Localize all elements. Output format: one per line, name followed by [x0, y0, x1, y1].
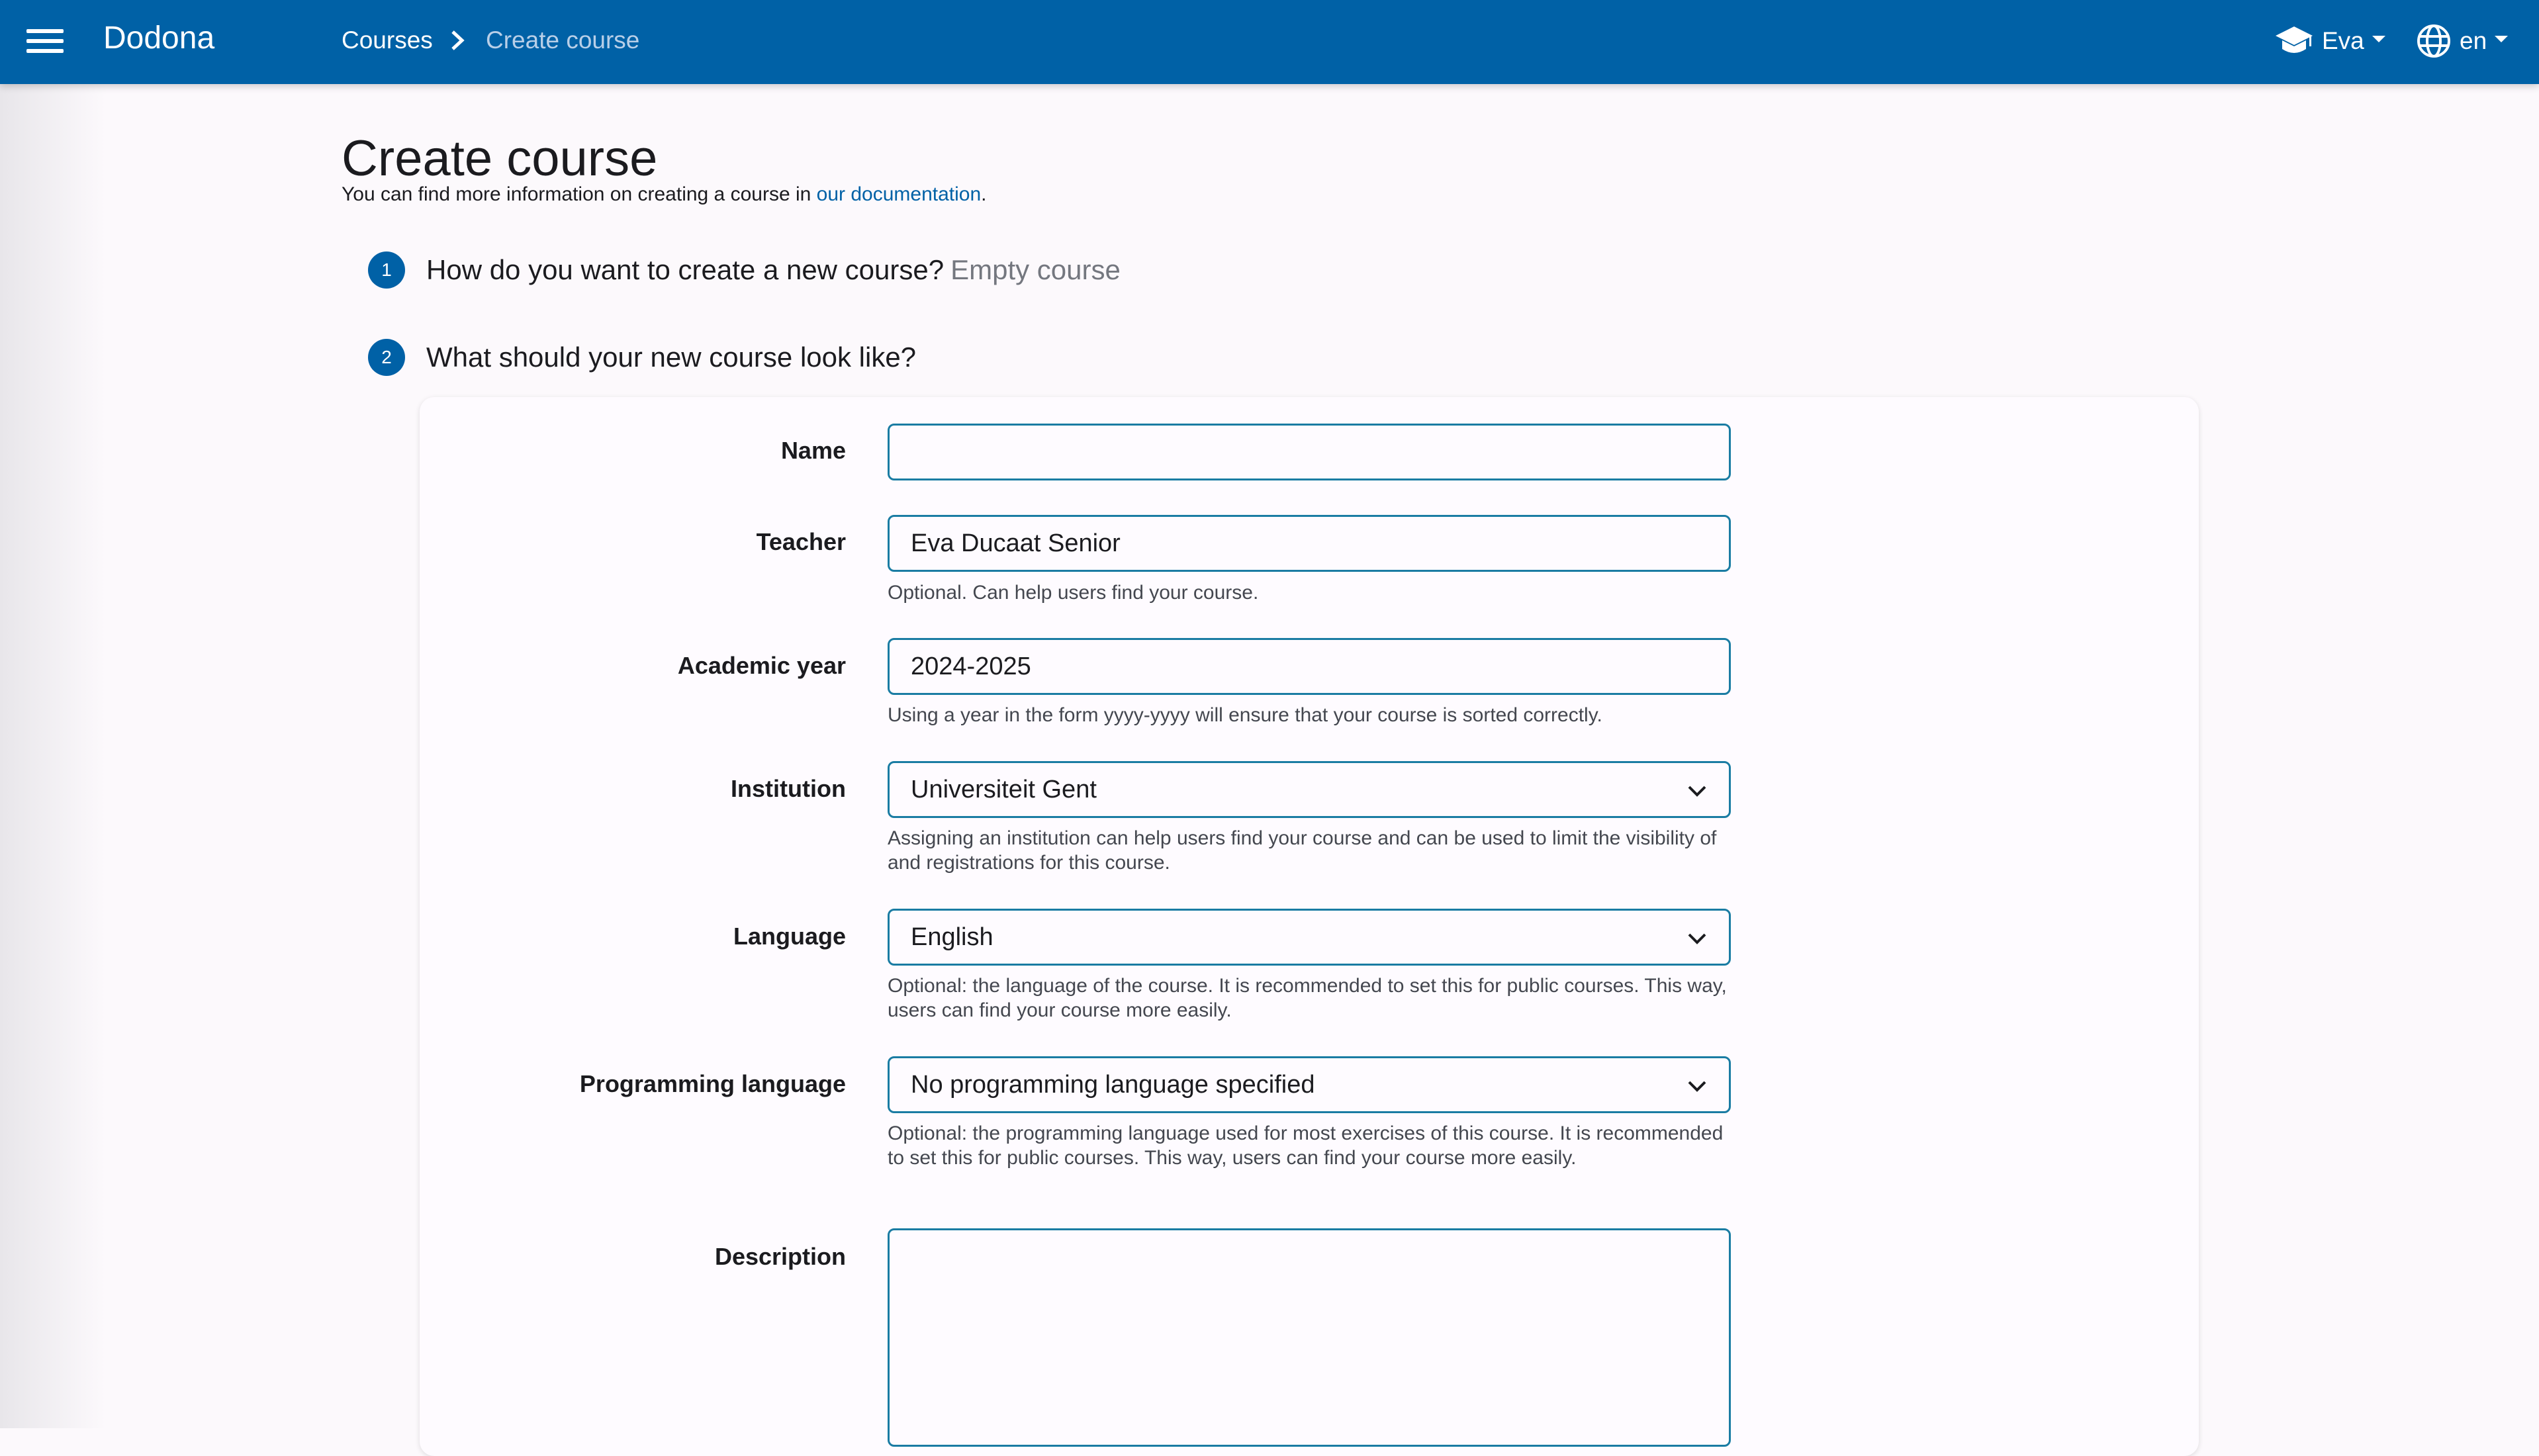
academic-year-help: Using a year in the form yyyy-yyyy will ensure that your course is sorted correctly. [888, 704, 1602, 726]
hamburger-menu-icon[interactable] [26, 25, 64, 58]
step-1-question: How do you want to create a new course? [426, 254, 945, 285]
chevron-right-icon [445, 24, 471, 57]
step-1[interactable] [368, 251, 1121, 289]
academic-year-label: Academic year [677, 652, 846, 679]
institution-label: Institution [731, 775, 846, 802]
institution-select[interactable] [888, 761, 1731, 818]
chevron-down-icon [1685, 779, 1709, 803]
caret-down-icon [2372, 36, 2385, 42]
page-shadow [0, 84, 106, 1428]
user-menu[interactable] [2274, 20, 2385, 62]
user-name: Eva [2322, 27, 2364, 54]
top-navbar [0, 0, 2539, 84]
breadcrumb-courses[interactable]: Courses [342, 26, 433, 54]
graduation-cap-icon [2274, 24, 2314, 58]
caret-down-icon [2495, 36, 2508, 42]
step-2-question: What should your new course look like? [426, 341, 917, 373]
globe-icon [2416, 23, 2452, 59]
step-2 [368, 339, 916, 376]
programming-language-help: Optional: the programming language used for most exercises of this course. It is recommended to set this for public courses. This way, users can find your course more easily. [888, 1122, 1724, 1169]
page-title: Create course [342, 130, 658, 187]
programming-language-select[interactable] [888, 1056, 1731, 1113]
teacher-help: Optional. Can help users find your course. [888, 582, 1259, 604]
step-1-answer: Empty course [950, 254, 1121, 285]
institution-value: Universiteit Gent [911, 775, 1097, 803]
language-help: Optional: the language of the course. It is recommended to set this for public courses. This way, users can find your course more easily. [888, 975, 1727, 1021]
programming-language-label: Programming language [579, 1070, 846, 1097]
language-select[interactable] [888, 909, 1731, 966]
subtitle-suffix: . [981, 183, 987, 205]
language-label: Language [733, 923, 846, 950]
institution-help: Assigning an institution can help users find your course and can be used to limit the visibility of and registrations for this course. [888, 827, 1717, 874]
subtitle-text: You can find more information on creating a course in [342, 183, 817, 205]
step-1-badge: 1 [368, 251, 405, 289]
teacher-input[interactable]: Eva Ducaat Senior [888, 515, 1731, 572]
chevron-down-icon [1685, 1074, 1709, 1098]
language-code: en [2460, 27, 2487, 54]
language-menu[interactable] [2416, 20, 2508, 62]
name-label: Name [780, 437, 846, 464]
chevron-down-icon [1685, 927, 1709, 950]
name-input[interactable] [888, 424, 1731, 480]
step-2-badge: 2 [368, 339, 405, 376]
academic-year-input[interactable]: 2024-2025 [888, 638, 1731, 695]
documentation-link[interactable]: our documentation [816, 183, 982, 205]
description-label: Description [714, 1243, 846, 1270]
page-subtitle [342, 183, 987, 206]
language-value: English [911, 923, 993, 951]
brand-logo[interactable]: Dodona [103, 21, 215, 56]
description-textarea[interactable] [888, 1228, 1731, 1447]
programming-language-value: No programming language specified [911, 1070, 1315, 1099]
teacher-label: Teacher [756, 528, 846, 555]
breadcrumb-current: Create course [486, 26, 640, 54]
